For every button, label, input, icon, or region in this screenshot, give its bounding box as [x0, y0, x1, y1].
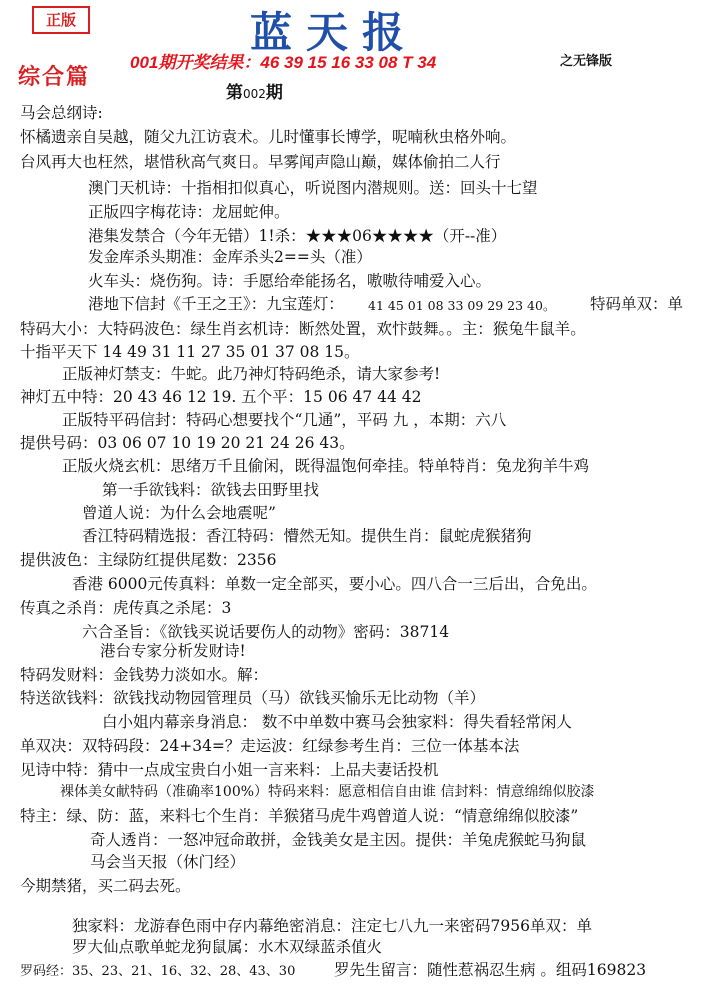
text-line: 白小姐内幕亲身消息： 数不中单数中赛马会独家料：得失看轻常闲人 [102, 713, 572, 731]
text-line: 罗先生留言：随性惹祸忍生病 。组码169823 [334, 961, 647, 979]
text-line: 独家料：龙游春色雨中存内幕绝密消息：注定七八九一来密码7956单双：单 [72, 917, 592, 935]
text-line: 正版特平码信封：特码心想要找个“几通”，平码 九 ，本期：六八 [62, 411, 507, 429]
text-line: 特送欲钱料：欲钱找动物园管理员（马）欲钱买愉乐无比动物（羊） [20, 689, 486, 707]
text-line: 特主：绿、防：蓝，来料七个生肖：羊猴猪马虎牛鸡曾道人说：“情意绵绵似胶漆” [20, 807, 579, 825]
text-line: 单双决：双特码段：24+34=？走运波：红绿参考生肖：三位一体基本法 [20, 737, 520, 755]
text-line: 第一手欲钱料：欲钱去田野里找 [102, 481, 320, 499]
issue-prefix: 第 [226, 83, 243, 103]
text-line: 港台专家分析发财诗! [100, 642, 246, 660]
text-line: 马会总纲诗: [20, 104, 103, 122]
text-line: 正版神灯禁支：牛蛇。此乃神灯特码绝杀，请大家参考! [62, 365, 441, 383]
text-line: 提供号码：03 06 07 10 19 20 21 24 26 43。 [20, 434, 355, 452]
draw-result: 001期开奖结果：46 39 15 16 33 08 T 34 [130, 53, 437, 72]
text-line-numbers: 41 45 01 08 33 09 29 23 40。 [368, 298, 556, 313]
text-line: 发金库杀头期准：金库杀头2==头（准） [88, 248, 372, 266]
text-line: 特码发财料：金钱势力淡如水。解： [20, 666, 269, 684]
text-line: 神灯五中特：20 43 46 12 19. 五个平：15 06 47 44 42 [20, 388, 422, 406]
text-line: 奇人透肖：一怒冲冠命敢拼，金钱美女是主因。提供：羊兔虎猴蛇马狗鼠 [90, 831, 587, 849]
text-line: 正版火烧玄机：思绪万千且偷闲，既得温饱何牵挂。特单特肖：兔龙狗羊牛鸡 [62, 457, 590, 475]
text-line: 怀橘遗亲自吴越，随父九江访袁术。儿时懂事长博学，呢喃秋虫格外响。 [20, 128, 517, 146]
text-line: 裸体美女献特码（准确率100%）特码来料：愿意相信自由谁 信封料：情意绵绵似胶漆 [60, 784, 595, 800]
edition-label: 之无锋版 [560, 54, 613, 69]
masthead-title: 蓝天报 [250, 8, 419, 57]
text-line: 今期禁猪，买二码去死。 [20, 877, 191, 895]
text-line: 传真之杀肖：虎传真之杀尾：3 [20, 599, 232, 617]
text-line: 马会当天报（休门经） [90, 853, 246, 871]
text-line: 澳门天机诗：十指相扣似真心，听说图内潜规则。送：回头十七望 [88, 179, 538, 197]
text-line: 特码大小：大特码波色：绿生肖玄机诗：断然处置，欢忭鼓舞。。主：猴兔牛鼠羊。 [20, 320, 586, 338]
text-line: 十指平天下 14 49 31 11 27 35 01 37 08 15。 [20, 343, 360, 361]
text-line: 台风再大也枉然，堪惜秋高气爽日。早雾闻声隐山巅，媒体偷拍二人行 [20, 153, 501, 171]
text-line: 罗大仙点歌单蛇龙狗鼠属：水木双绿蓝杀值火 [72, 938, 383, 956]
issue-no: 002 [243, 87, 266, 101]
text-line: 特码单双：单 [590, 295, 684, 313]
text-line: 提供波色：主绿防红提供尾数：2356 [20, 551, 277, 569]
text-line: 见诗中特：猜中一点成宝贵白小姐一言来料：上品夫妻话投机 [20, 761, 439, 779]
issue-number [226, 78, 283, 103]
text-line: 罗码经：35、23、21、16、32、28、43、30 [20, 964, 296, 979]
text-line: 六合圣旨：《欲钱买说话要伤人的动物》密码：38714 [82, 623, 450, 641]
text-line: 港地下信封《千王之王》：九宝莲灯： [88, 295, 344, 313]
text-line: 香江特码精选报：香江特码：懵然无知。提供生肖：鼠蛇虎猴猪狗 [82, 527, 532, 545]
text-line: 曾道人说：为什么会地震呢” [82, 504, 276, 522]
text-line: 火车头：烧伤狗。诗：手愿给牵能扬名，嗷嗷待哺爱入心。 [88, 272, 492, 290]
text-line: 正版四字梅花诗：龙屈蛇伸。 [88, 203, 290, 221]
text-line: 港集发禁合（今年无错）1!杀：★★★06★★★★（开--准） [88, 227, 507, 245]
edition-stamp: 正版 [32, 6, 90, 34]
text-line: 香港 6000元传真料：单数一定全部买，要小心。四八合一三后出，合免出。 [72, 575, 597, 593]
section-title: 综合篇 [18, 64, 91, 90]
issue-suffix: 期 [265, 83, 283, 103]
